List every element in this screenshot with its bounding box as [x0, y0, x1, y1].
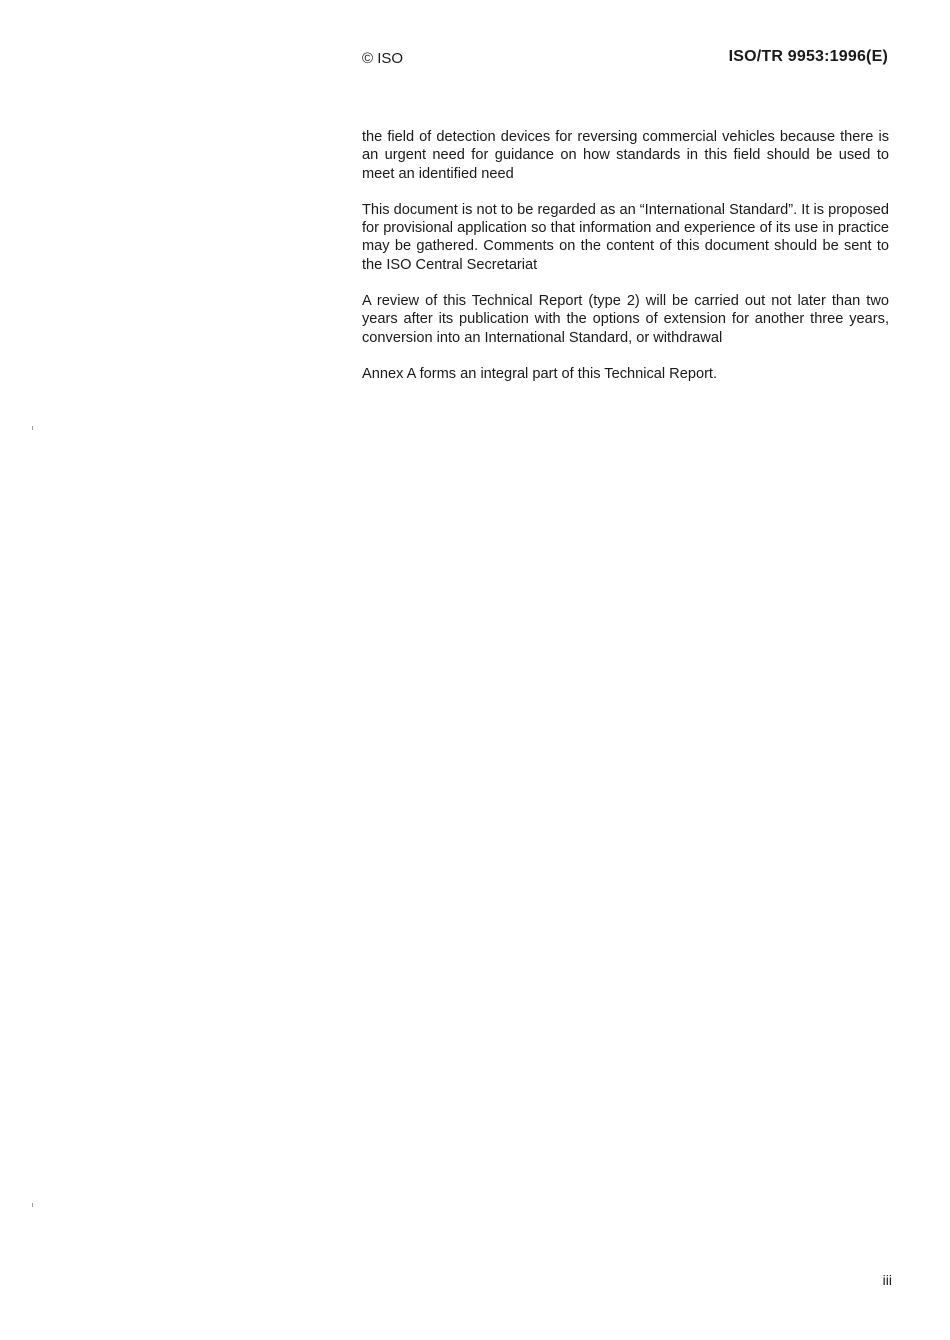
- paragraph-status: This document is not to be regarded as an “International Standard”. It is proposed for provisional application so that information and experience of its use in practice may be gathered. Comments on the content of this document should be sent to the ISO Central Secretariat: [362, 201, 889, 273]
- scan-mark: [32, 1203, 33, 1207]
- copyright-header: © ISO: [362, 50, 404, 67]
- paragraph-annex: Annex A forms an integral part of this Technical Report.: [362, 365, 718, 382]
- scan-mark: [32, 426, 33, 430]
- body-text: [362, 128, 889, 401]
- paragraph-scope: the field of detection devices for reversing commercial vehicles because there is an urgent need for guidance on how standards in this field should be used to meet an identified need: [362, 129, 889, 182]
- page-number: iii: [882, 1272, 892, 1288]
- document-id-header: ISO/TR 9953:1996(E): [728, 48, 888, 65]
- paragraph-review: A review of this Technical Report (type 2) will be carried out not later than two years after its publication with the options of extension for another three years, conversion into an International Standard, or withdrawal: [362, 293, 889, 346]
